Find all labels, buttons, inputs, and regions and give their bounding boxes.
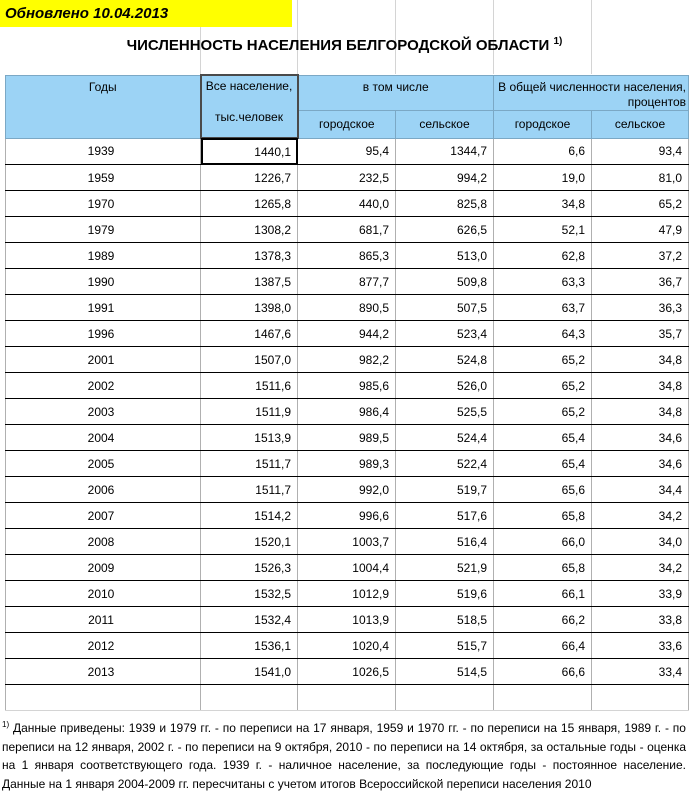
header-share[interactable] [494,75,689,110]
cell-urban[interactable]: 944,2 [298,321,396,347]
cell-year[interactable]: 1939 [6,138,201,165]
cell-total[interactable]: 1511,7 [201,477,298,503]
cell-urban-pct[interactable]: 65,8 [494,503,592,529]
cell-urban-pct[interactable]: 66,2 [494,607,592,633]
cell-rural[interactable]: 524,4 [396,425,494,451]
header-urban-pct-label: городское [514,116,571,131]
cell-urban[interactable]: 440,0 [298,191,396,217]
cell-year[interactable]: 2013 [6,659,201,685]
table-row [6,165,689,191]
header-rural-pct-label: сельское [614,116,666,131]
cell-year[interactable]: 1959 [6,165,201,191]
cell-rural[interactable]: 526,0 [396,373,494,399]
cell-rural[interactable]: 514,5 [396,659,494,685]
title-text: ЧИСЛЕННОСТЬ НАСЕЛЕНИЯ БЕЛГОРОДСКОЙ ОБЛАСТИ [126,37,550,54]
cell-urban[interactable]: 95,4 [298,138,396,165]
table-row [6,477,689,503]
cell-total[interactable]: 1526,3 [201,555,298,581]
cell-urban-pct[interactable]: 63,3 [494,269,592,295]
table-row [6,503,689,529]
cell-total[interactable]: 1226,7 [201,165,298,191]
cell-rural[interactable]: 825,8 [396,191,494,217]
cell-rural-pct[interactable]: 33,6 [592,633,689,659]
cell-urban[interactable]: 1012,9 [298,581,396,607]
cell-rural[interactable]: 509,8 [396,269,494,295]
header-urban-pct[interactable] [494,110,592,138]
cell-rural-pct[interactable]: 33,4 [592,659,689,685]
header-years-label: Годы [88,79,117,94]
cell-rural[interactable]: 507,5 [396,295,494,321]
footnote-text: Данные приведены: 1939 и 1979 гг. - по переписи на 17 января, 1959 и 1970 гг. - по переписи на 15 января, 1989 г. - по переписи на 12 января, 2002 г. - по переписи на 9 октября, 2010 - по переписи на 14 октября, за остальные годы - оценка на 1 января соответствующего года. 1939 г. - наличное население, за последующие годы - постоянное население. Данные на 1 января 2004-2009 гг. пересчитаны с учетом итогов Всероссийской переписи населения 2010 [2,721,686,791]
cell-urban-pct[interactable]: 63,7 [494,295,592,321]
header-total-line1: Все население, [205,79,293,93]
cell-urban-pct[interactable]: 34,8 [494,191,592,217]
updated-date-label[interactable]: Обновлено 10.04.2013 [0,0,292,27]
cell-rural[interactable]: 518,5 [396,607,494,633]
cell-urban[interactable]: 1020,4 [298,633,396,659]
table-row [6,373,689,399]
cell-rural-pct[interactable]: 34,2 [592,503,689,529]
cell-rural-pct[interactable]: 33,9 [592,581,689,607]
cell-year[interactable]: 2002 [6,373,201,399]
empty-cell[interactable] [494,685,592,711]
cell-urban[interactable]: 1003,7 [298,529,396,555]
cell-total[interactable]: 1511,6 [201,373,298,399]
cell-rural-pct[interactable]: 34,6 [592,451,689,477]
cell-urban-pct[interactable]: 66,4 [494,633,592,659]
cell-year[interactable]: 2001 [6,347,201,373]
footnote-mark: 1) [2,720,10,729]
cell-urban-pct[interactable]: 62,8 [494,243,592,269]
table-row [6,633,689,659]
header-years[interactable] [6,75,201,138]
cell-total[interactable]: 1532,5 [201,581,298,607]
cell-rural-pct[interactable]: 33,8 [592,607,689,633]
cell-rural[interactable]: 516,4 [396,529,494,555]
cell-total[interactable]: 1507,0 [201,347,298,373]
cell-urban-pct[interactable]: 65,6 [494,477,592,503]
empty-cell[interactable] [298,685,396,711]
cell-urban[interactable]: 992,0 [298,477,396,503]
cell-urban[interactable]: 1004,4 [298,555,396,581]
cell-urban[interactable]: 877,7 [298,269,396,295]
cell-rural[interactable]: 523,4 [396,321,494,347]
cell-year[interactable]: 2004 [6,425,201,451]
cell-rural[interactable]: 521,9 [396,555,494,581]
header-rural-pct[interactable] [592,110,689,138]
cell-total[interactable]: 1308,2 [201,217,298,243]
cell-urban-pct[interactable]: 65,2 [494,399,592,425]
cell-total[interactable]: 1440,1 [201,138,298,165]
cell-total[interactable]: 1511,7 [201,451,298,477]
cell-year[interactable]: 2003 [6,399,201,425]
header-rural-label: сельское [419,116,470,131]
cell-urban-pct[interactable]: 52,1 [494,217,592,243]
empty-cell[interactable] [201,685,298,711]
cell-rural-pct[interactable]: 37,2 [592,243,689,269]
cell-total[interactable]: 1265,8 [201,191,298,217]
cell-urban-pct[interactable]: 65,4 [494,425,592,451]
cell-rural[interactable]: 1344,7 [396,138,494,165]
cell-year[interactable]: 1989 [6,243,201,269]
table-row [6,659,689,685]
table-row [6,269,689,295]
cell-urban-pct[interactable]: 65,2 [494,373,592,399]
cell-urban[interactable]: 996,6 [298,503,396,529]
cell-rural[interactable]: 994,2 [396,165,494,191]
cell-rural-pct[interactable]: 34,2 [592,555,689,581]
cell-rural[interactable]: 513,0 [396,243,494,269]
header-urban[interactable] [298,110,396,138]
cell-urban[interactable]: 989,3 [298,451,396,477]
cell-rural-pct[interactable]: 34,4 [592,477,689,503]
cell-total[interactable]: 1532,4 [201,607,298,633]
cell-year[interactable]: 2010 [6,581,201,607]
cell-urban[interactable]: 232,5 [298,165,396,191]
cell-urban-pct[interactable]: 65,2 [494,347,592,373]
cell-urban[interactable]: 989,5 [298,425,396,451]
cell-year[interactable]: 2007 [6,503,201,529]
page-title[interactable] [0,36,689,54]
table-row [6,217,689,243]
cell-rural-pct[interactable]: 36,7 [592,269,689,295]
cell-total[interactable]: 1541,0 [201,659,298,685]
cell-rural-pct[interactable]: 34,6 [592,425,689,451]
cell-rural[interactable]: 517,6 [396,503,494,529]
cell-total[interactable]: 1467,6 [201,321,298,347]
cell-year[interactable]: 2012 [6,633,201,659]
cell-total[interactable]: 1511,9 [201,399,298,425]
cell-year[interactable]: 1970 [6,191,201,217]
cell-rural-pct[interactable]: 34,8 [592,347,689,373]
cell-urban[interactable]: 1026,5 [298,659,396,685]
footnote[interactable] [2,716,686,793]
table-row [6,138,689,165]
cell-urban[interactable]: 890,5 [298,295,396,321]
cell-urban-pct[interactable]: 19,0 [494,165,592,191]
cell-total[interactable]: 1387,5 [201,269,298,295]
cell-rural-pct[interactable]: 34,8 [592,373,689,399]
cell-rural[interactable]: 524,8 [396,347,494,373]
table-row [6,191,689,217]
cell-year[interactable]: 2005 [6,451,201,477]
header-including[interactable] [298,75,494,110]
table-row [6,399,689,425]
header-total-line2: тыс.человек [215,110,283,124]
cell-year[interactable]: 2006 [6,477,201,503]
cell-total[interactable]: 1378,3 [201,243,298,269]
header-including-label: в том числе [362,79,429,94]
table-row [6,451,689,477]
table-row [6,321,689,347]
cell-rural[interactable]: 525,5 [396,399,494,425]
cell-year[interactable]: 2011 [6,607,201,633]
cell-urban-pct[interactable]: 65,8 [494,555,592,581]
cell-total[interactable]: 1520,1 [201,529,298,555]
cell-rural[interactable]: 519,6 [396,581,494,607]
cell-total[interactable]: 1536,1 [201,633,298,659]
cell-urban-pct[interactable]: 66,0 [494,529,592,555]
table-row [6,581,689,607]
cell-year[interactable]: 1990 [6,269,201,295]
cell-rural-pct[interactable]: 81,0 [592,165,689,191]
cell-urban[interactable]: 986,4 [298,399,396,425]
table-row [6,607,689,633]
cell-total[interactable]: 1513,9 [201,425,298,451]
cell-rural[interactable]: 522,4 [396,451,494,477]
cell-urban-pct[interactable]: 64,3 [494,321,592,347]
cell-year[interactable]: 1991 [6,295,201,321]
cell-urban[interactable]: 1013,9 [298,607,396,633]
empty-cell[interactable] [396,685,494,711]
cell-rural-pct[interactable]: 35,7 [592,321,689,347]
header-share-label: В общей численности населения, процентов [498,79,686,109]
cell-rural-pct[interactable]: 47,9 [592,217,689,243]
header-rural[interactable] [396,110,494,138]
cell-rural-pct[interactable]: 36,3 [592,295,689,321]
cell-urban[interactable]: 865,3 [298,243,396,269]
cell-total[interactable]: 1514,2 [201,503,298,529]
title-footnote-mark: 1) [553,36,563,47]
table-row [6,555,689,581]
table-row [6,243,689,269]
cell-year[interactable]: 2008 [6,529,201,555]
cell-urban-pct[interactable]: 66,6 [494,659,592,685]
table-row [6,347,689,373]
cell-rural[interactable]: 515,7 [396,633,494,659]
population-table [5,74,689,711]
cell-urban-pct[interactable]: 65,4 [494,451,592,477]
cell-rural-pct[interactable]: 93,4 [592,138,689,165]
cell-urban[interactable]: 681,7 [298,217,396,243]
empty-cell[interactable] [6,685,201,711]
cell-rural[interactable]: 519,7 [396,477,494,503]
header-total[interactable] [201,75,298,138]
cell-urban-pct[interactable]: 6,6 [494,138,592,165]
cell-urban[interactable]: 985,6 [298,373,396,399]
empty-cell[interactable] [592,685,689,711]
table-row-empty [6,685,689,711]
cell-rural-pct[interactable]: 34,0 [592,529,689,555]
cell-rural-pct[interactable]: 65,2 [592,191,689,217]
cell-year[interactable]: 1979 [6,217,201,243]
header-urban-label: городское [318,116,375,131]
cell-year[interactable]: 1996 [6,321,201,347]
cell-total[interactable]: 1398,0 [201,295,298,321]
cell-year[interactable]: 2009 [6,555,201,581]
table-row [6,295,689,321]
cell-urban[interactable]: 982,2 [298,347,396,373]
cell-urban-pct[interactable]: 66,1 [494,581,592,607]
table-row [6,529,689,555]
cell-rural[interactable]: 626,5 [396,217,494,243]
table-row [6,425,689,451]
cell-rural-pct[interactable]: 34,8 [592,399,689,425]
